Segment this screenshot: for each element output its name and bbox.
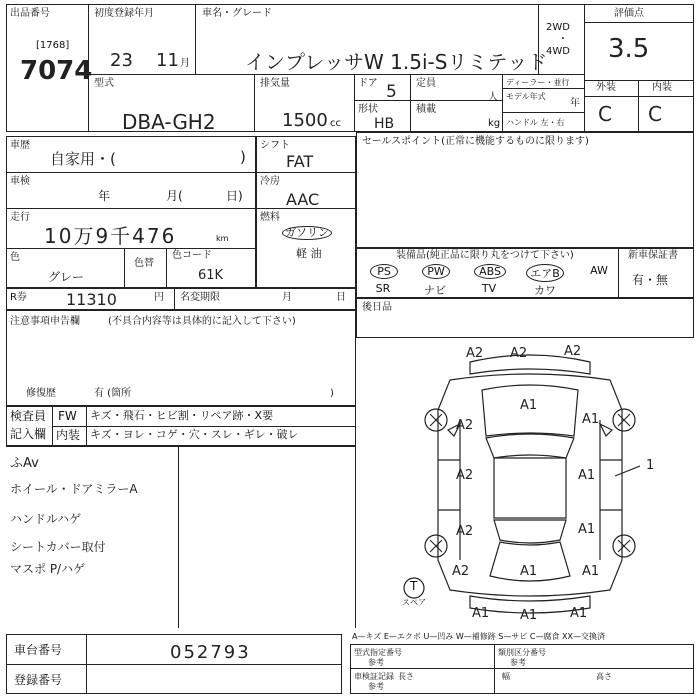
capacity-label: 定員 bbox=[416, 78, 436, 89]
record-label: 記入欄 bbox=[10, 427, 47, 441]
mark-front-left: A2 bbox=[466, 346, 484, 361]
name-change-day: 日 bbox=[336, 292, 346, 303]
option-leather: カワ bbox=[534, 284, 556, 297]
class-sub: 参考 bbox=[510, 658, 526, 667]
fw-label: FW bbox=[58, 409, 77, 423]
fuel-label: 燃料 bbox=[260, 212, 280, 223]
cert-label: 車検証記録 bbox=[354, 672, 394, 681]
capacity-unit: 人 bbox=[488, 92, 498, 103]
inspection-month: 月( bbox=[166, 189, 183, 203]
color-change-label: 色替 bbox=[134, 258, 154, 269]
handle-label: ハンドル 左・右 bbox=[506, 118, 565, 127]
shift-value: FAT bbox=[286, 152, 314, 171]
first-reg-label: 初度登録年月 bbox=[94, 8, 154, 19]
damage-legend: A—キズ E—エクボ U—凹み W—補修跡 S—サビ C—腐食 XX—交換済 bbox=[352, 632, 606, 641]
load-label: 積載 bbox=[416, 104, 436, 115]
warranty-label: 新車保証書 bbox=[628, 250, 678, 261]
inspector-label: 検査員 bbox=[10, 409, 47, 423]
name-change-month: 月 bbox=[282, 292, 292, 303]
lot-sub: [1768] bbox=[36, 40, 70, 51]
drive-4wd: 4WD bbox=[546, 46, 570, 57]
note-2: ホイール・ドアミラーA bbox=[10, 482, 138, 496]
int-label: 内装 bbox=[56, 428, 81, 442]
model-label: 型式 bbox=[94, 78, 114, 89]
mark-front-right: A2 bbox=[564, 344, 582, 359]
dealer-label: ディーラー・並行 bbox=[506, 78, 570, 87]
model-designation-sub: 参考 bbox=[368, 658, 384, 667]
reg-label: 登録番号 bbox=[14, 673, 63, 687]
model-designation-label: 型式指定番号 bbox=[354, 648, 402, 657]
mark-left-quarter: A2 bbox=[456, 524, 474, 539]
class-label: 類別区分番号 bbox=[498, 648, 546, 657]
inspection-year: 年 bbox=[98, 189, 111, 203]
length-label: 長さ bbox=[398, 672, 414, 681]
mileage-label: 走行 bbox=[10, 212, 30, 223]
displacement-value: 1500 bbox=[282, 110, 328, 131]
width-label: 幅 bbox=[502, 672, 510, 681]
note-5: マスポ P/ハゲ bbox=[10, 562, 86, 576]
spare-label: スペア bbox=[402, 598, 426, 607]
mileage-unit: km bbox=[216, 234, 229, 243]
color-code-value: 61K bbox=[198, 268, 224, 283]
notes-label: 注意事項申告欄 bbox=[10, 316, 80, 327]
fuel-gas: ガソリン bbox=[282, 226, 332, 240]
first-reg-month: 11 bbox=[156, 50, 179, 71]
r-label: R券 bbox=[10, 292, 27, 303]
color-label: 色 bbox=[10, 252, 20, 263]
mark-rear-right: A1 bbox=[570, 606, 588, 621]
shape-value: HB bbox=[374, 116, 395, 132]
model-value: DBA-GH2 bbox=[122, 110, 216, 134]
frame-value: 052793 bbox=[170, 642, 251, 663]
history-value: 自家用・( bbox=[50, 150, 116, 168]
mark-right-flag: 1 bbox=[646, 458, 655, 473]
option-pw: PW bbox=[422, 264, 450, 279]
note-4: シートカバー取付 bbox=[10, 540, 106, 554]
height-label: 高さ bbox=[596, 672, 612, 681]
score-value: 3.5 bbox=[608, 34, 650, 64]
name-label: 車名・グレード bbox=[202, 8, 272, 19]
frame-label: 車台番号 bbox=[14, 643, 63, 657]
drive-2wd: 2WD bbox=[546, 22, 570, 33]
fw-text: キズ・飛石・ヒビ割・リペア跡・X要 bbox=[90, 409, 274, 422]
displacement-label: 排気量 bbox=[260, 78, 290, 89]
color-code-label: 色コード bbox=[172, 250, 212, 261]
model-year-unit: 年 bbox=[570, 98, 580, 109]
notes-sub: (不具合内容等は具体的に記入して下さい) bbox=[108, 316, 296, 327]
r-value: 11310 bbox=[66, 290, 117, 309]
mark-rear-right-panel: A1 bbox=[582, 564, 600, 579]
interior-label: 内装 bbox=[652, 82, 672, 93]
mark-rear-left: A1 bbox=[472, 606, 490, 621]
mark-right-door: A1 bbox=[578, 468, 596, 483]
exterior-value: C bbox=[598, 102, 612, 126]
warranty-value: 有・無 bbox=[632, 273, 669, 287]
sales-label: セールスポイント(正常に機能するものに限ります) bbox=[362, 136, 589, 147]
ac-label: 冷房 bbox=[260, 176, 280, 187]
displacement-unit: cc bbox=[330, 118, 341, 129]
repair-label: 修復歴 bbox=[26, 388, 56, 399]
option-ps: PS bbox=[370, 264, 398, 279]
model-year-label: モデル年式 bbox=[506, 92, 546, 101]
ac-value: AAC bbox=[286, 190, 320, 209]
door-label: ドア bbox=[358, 78, 378, 89]
name-value: インプレッサW 1.5i-Sリミテッド bbox=[245, 50, 548, 74]
equip-label: 装備品(純正品に限り丸をつけて下さい) bbox=[396, 250, 574, 261]
mark-hood: A1 bbox=[520, 398, 538, 413]
mileage-value: 10万9千476 bbox=[44, 224, 177, 248]
color-value: グレー bbox=[48, 270, 85, 284]
int-text: キズ・ヨレ・コゲ・穴・スレ・ギレ・破レ bbox=[90, 428, 299, 441]
history-label: 車歴 bbox=[10, 140, 30, 151]
mark-rear-mid: A1 bbox=[520, 608, 538, 623]
score-label: 評価点 bbox=[614, 8, 644, 19]
later-label: 後日品 bbox=[362, 302, 392, 313]
car-diagram bbox=[400, 340, 660, 630]
spare-letter: T bbox=[410, 579, 418, 593]
lot-label: 出品番号 bbox=[10, 8, 50, 19]
option-airbag: エアB bbox=[526, 264, 564, 282]
mark-rear-left-panel: A2 bbox=[452, 564, 470, 579]
first-reg-month-unit: 月 bbox=[180, 58, 190, 69]
note-3: ハンドルハゲ bbox=[10, 512, 82, 526]
door-value: 5 bbox=[386, 82, 397, 102]
lot-number: 7074 bbox=[20, 56, 93, 86]
note-1: ふAv bbox=[10, 456, 39, 471]
mark-right-quarter: A1 bbox=[578, 522, 596, 537]
fuel-diesel: 軽 油 bbox=[296, 247, 322, 260]
option-navi: ナビ bbox=[424, 284, 446, 297]
shift-label: シフト bbox=[260, 140, 290, 151]
inspection-day: 日) bbox=[226, 189, 243, 203]
option-abs: ABS bbox=[474, 264, 506, 279]
option-aw: AW bbox=[590, 264, 608, 277]
mark-front-mid: A2 bbox=[510, 346, 528, 361]
mark-right-fender: A1 bbox=[582, 412, 600, 427]
interior-value: C bbox=[648, 102, 662, 126]
cert-sub: 参考 bbox=[368, 682, 384, 691]
first-reg-year: 23 bbox=[110, 50, 133, 71]
drive-dot: ・ bbox=[558, 34, 568, 45]
option-tv: TV bbox=[481, 282, 497, 295]
repair-close: ) bbox=[330, 388, 334, 399]
exterior-label: 外装 bbox=[596, 82, 616, 93]
inspection-label: 車検 bbox=[10, 176, 30, 187]
history-close: ) bbox=[240, 148, 246, 166]
load-unit: kg bbox=[488, 118, 501, 129]
repair-value: 有 (箇所 bbox=[94, 388, 132, 399]
mark-left-door: A2 bbox=[456, 468, 474, 483]
mark-left-fender: A2 bbox=[456, 418, 474, 433]
shape-label: 形状 bbox=[358, 104, 378, 115]
r-unit: 円 bbox=[154, 292, 164, 303]
name-change-label: 名変期限 bbox=[180, 292, 220, 303]
option-sr: SR bbox=[375, 282, 391, 295]
mark-hatch: A1 bbox=[520, 564, 538, 579]
